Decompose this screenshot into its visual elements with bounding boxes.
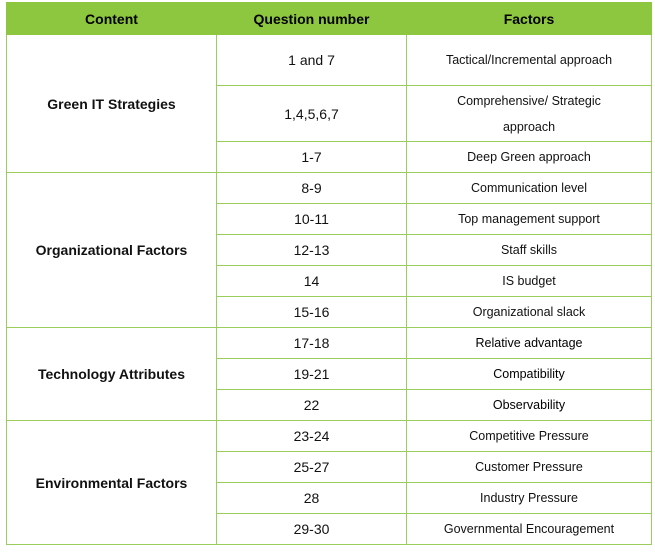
factor: Customer Pressure [407,452,652,483]
question-number: 22 [217,390,407,421]
question-number: 1,4,5,6,7 [217,86,407,142]
question-number: 14 [217,266,407,297]
question-number: 10-11 [217,204,407,235]
table-row [7,35,652,86]
group-content-label: Environmental Factors [7,421,217,545]
question-number: 15-16 [217,297,407,328]
factor: Relative advantage [407,328,652,359]
factor: IS budget [407,266,652,297]
factor: Compatibility [407,359,652,390]
question-number: 29-30 [217,514,407,545]
table-row [7,173,652,204]
table-row [7,421,652,452]
factor: Organizational slack [407,297,652,328]
header-row [7,3,652,35]
group-content-label: Green IT Strategies [7,35,217,173]
factor: Comprehensive/ Strategic approach [407,86,652,142]
factor: Tactical/Incremental approach [407,35,652,86]
factor: Industry Pressure [407,483,652,514]
question-number: 1-7 [217,142,407,173]
question-number: 1 and 7 [217,35,407,86]
header-content: Content [7,3,217,35]
factor: Governmental Encouragement [407,514,652,545]
table-row [7,328,652,359]
question-number: 12-13 [217,235,407,266]
header-question-number: Question number [217,3,407,35]
question-number: 8-9 [217,173,407,204]
factor: Top management support [407,204,652,235]
group-content-label: Technology Attributes [7,328,217,421]
header-factors: Factors [407,3,652,35]
factor: Deep Green approach [407,142,652,173]
question-number: 19-21 [217,359,407,390]
factor: Staff skills [407,235,652,266]
question-number: 23-24 [217,421,407,452]
group-content-label: Organizational Factors [7,173,217,328]
factor: Competitive Pressure [407,421,652,452]
factors-table [6,2,652,545]
question-number: 25-27 [217,452,407,483]
factor: Communication level [407,173,652,204]
factor: Observability [407,390,652,421]
question-number: 17-18 [217,328,407,359]
question-number: 28 [217,483,407,514]
